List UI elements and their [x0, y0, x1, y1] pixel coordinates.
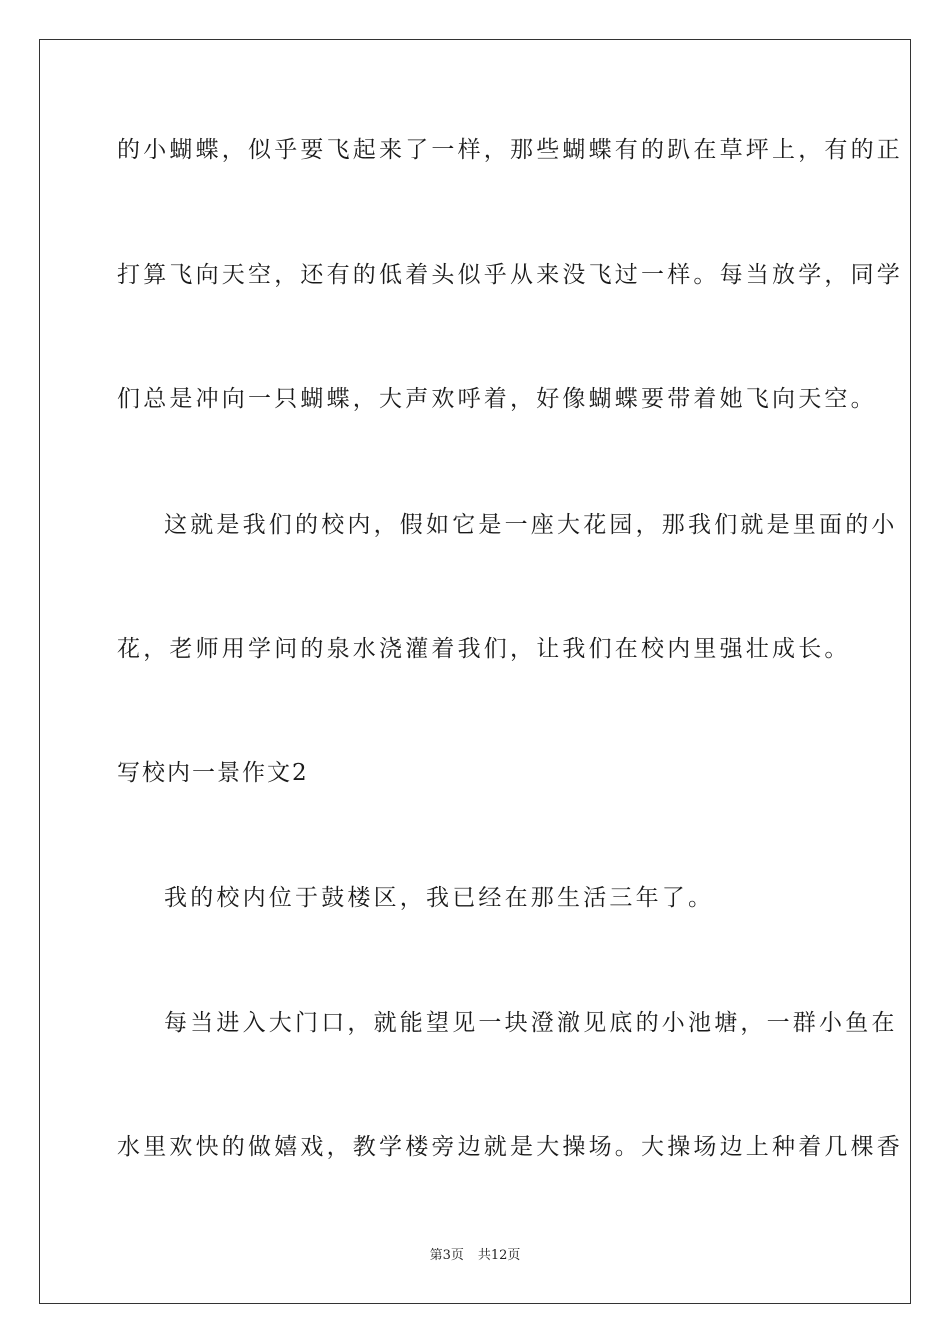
- page-number: 第3页: [429, 1248, 464, 1263]
- paragraph-line: 打算飞向天空，还有的低着头似乎从来没飞过一样。每当放学，同学: [117, 262, 903, 288]
- page-total: 共12页: [477, 1248, 521, 1263]
- paragraph-line: 水里欢快的做嬉戏，教学楼旁边就是大操场。大操场边上种着几棵香: [117, 1134, 903, 1160]
- paragraph-line: 的小蝴蝶，似乎要飞起来了一样，那些蝴蝶有的趴在草坪上，有的正: [117, 137, 903, 163]
- paragraph-line: 花，老师用学问的泉水浇灌着我们，让我们在校内里强壮成长。: [117, 636, 851, 662]
- section-heading: 写校内一景作文2: [117, 760, 309, 786]
- page-border: [39, 39, 911, 1304]
- page-footer: [0, 1247, 950, 1265]
- paragraph-line: 每当进入大门口，就能望见一块澄澈见底的小池塘，一群小鱼在: [164, 1010, 898, 1036]
- paragraph-line: 这就是我们的校内，假如它是一座大花园，那我们就是里面的小: [164, 512, 898, 538]
- paragraph-line: 们总是冲向一只蝴蝶，大声欢呼着，好像蝴蝶要带着她飞向天空。: [117, 386, 877, 412]
- paragraph-line: 我的校内位于鼓楼区，我已经在那生活三年了。: [164, 885, 715, 911]
